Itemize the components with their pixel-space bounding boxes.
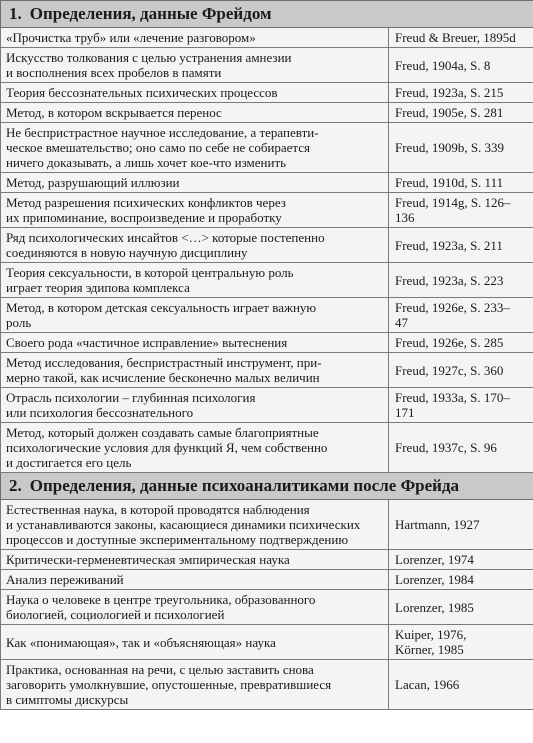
section-header (1, 1, 533, 28)
definition-cell: Ряд психологических инсайтов <…> которые постепенно соединяются в новую научную дисциплину (1, 228, 389, 263)
table-row (1, 173, 533, 193)
table-row (1, 423, 533, 473)
definition-cell: Анализ переживаний (1, 570, 389, 590)
source-cell: Kuiper, 1976, Körner, 1985 (389, 625, 533, 660)
source-cell: Freud, 1933a, S. 170– 171 (389, 388, 533, 423)
table-row (1, 48, 533, 83)
section-title: Определения, данные Фрейдом (29, 4, 272, 23)
definition-cell: Метод, в котором детская сексуальность играет важную роль (1, 298, 389, 333)
source-cell: Freud, 1923a, S. 215 (389, 83, 533, 103)
source-cell: Freud, 1904a, S. 8 (389, 48, 533, 83)
definitions-table-body (1, 1, 533, 710)
table-row (1, 83, 533, 103)
table-row (1, 333, 533, 353)
source-cell: Freud, 1927c, S. 360 (389, 353, 533, 388)
section-title-cell (1, 1, 533, 28)
source-cell: Freud, 1923a, S. 223 (389, 263, 533, 298)
source-cell: Freud, 1923a, S. 211 (389, 228, 533, 263)
section-title-cell (1, 473, 533, 500)
definition-cell: Метод, разрушающий иллюзии (1, 173, 389, 193)
table-row (1, 590, 533, 625)
table-row (1, 193, 533, 228)
definition-cell: Метод исследования, беспристрастный инструмент, при- мерно такой, как исчисление бесконечно малых величин (1, 353, 389, 388)
source-cell: Freud, 1914g, S. 126– 136 (389, 193, 533, 228)
definition-cell: Естественная наука, в которой проводятся наблюдения и устанавливаются законы, касающиеся динамики психических процессов и доступные экспериментальному подтверждению (1, 500, 389, 550)
definition-cell: Метод, в котором вскрывается перенос (1, 103, 389, 123)
definition-cell: Не беспристрастное научное исследование, а терапевти- ческое вмешательство; оно само по себе не собирается ничего доказывать, а лишь хочет кое-что изменить (1, 123, 389, 173)
table-row (1, 263, 533, 298)
table-row (1, 550, 533, 570)
source-cell: Freud, 1937c, S. 96 (389, 423, 533, 473)
source-cell: Freud, 1910d, S. 111 (389, 173, 533, 193)
section-number: 2. (9, 476, 22, 495)
table-row (1, 228, 533, 263)
table-row (1, 28, 533, 48)
source-cell: Lorenzer, 1974 (389, 550, 533, 570)
definition-cell: Теория бессознательных психических процессов (1, 83, 389, 103)
source-cell: Lorenzer, 1984 (389, 570, 533, 590)
section-header (1, 473, 533, 500)
section-title: Определения, данные психоаналитиками после Фрейда (29, 476, 460, 495)
definition-cell: Как «понимающая», так и «объясняющая» наука (1, 625, 389, 660)
table-row (1, 570, 533, 590)
table-row (1, 388, 533, 423)
table-row (1, 353, 533, 388)
source-cell: Lacan, 1966 (389, 660, 533, 710)
table-row (1, 500, 533, 550)
definition-cell: «Прочистка труб» или «лечение разговором» (1, 28, 389, 48)
definition-cell: Отрасль психологии – глубинная психология или психология бессознательного (1, 388, 389, 423)
table-row (1, 103, 533, 123)
source-cell: Hartmann, 1927 (389, 500, 533, 550)
definition-cell: Метод, который должен создавать самые благоприятные психологические условия для функций Я, чем собственно и достигается его цель (1, 423, 389, 473)
section-number: 1. (9, 4, 22, 23)
source-cell: Freud, 1926e, S. 285 (389, 333, 533, 353)
source-cell: Freud, 1905e, S. 281 (389, 103, 533, 123)
definition-cell: Практика, основанная на речи, с целью заставить снова заговорить умолкнувшие, опустошенные, превратившиеся в симптомы дискурсы (1, 660, 389, 710)
source-cell: Freud, 1926e, S. 233– 47 (389, 298, 533, 333)
definition-cell: Своего рода «частичное исправление» вытеснения (1, 333, 389, 353)
source-cell: Lorenzer, 1985 (389, 590, 533, 625)
definition-cell: Искусство толкования с целью устранения амнезии и восполнения всех пробелов в памяти (1, 48, 389, 83)
source-cell: Freud & Breuer, 1895d (389, 28, 533, 48)
table-row (1, 660, 533, 710)
table-row (1, 298, 533, 333)
definition-cell: Теория сексуальности, в которой центральную роль играет теория эдипова комплекса (1, 263, 389, 298)
source-cell: Freud, 1909b, S. 339 (389, 123, 533, 173)
table-row (1, 123, 533, 173)
definition-cell: Наука о человеке в центре треугольника, образованного биологией, социологией и психологией (1, 590, 389, 625)
definition-cell: Критически-герменевтическая эмпирическая наука (1, 550, 389, 570)
table-row (1, 625, 533, 660)
definition-cell: Метод разрешения психических конфликтов через их припоминание, воспроизведение и проработку (1, 193, 389, 228)
